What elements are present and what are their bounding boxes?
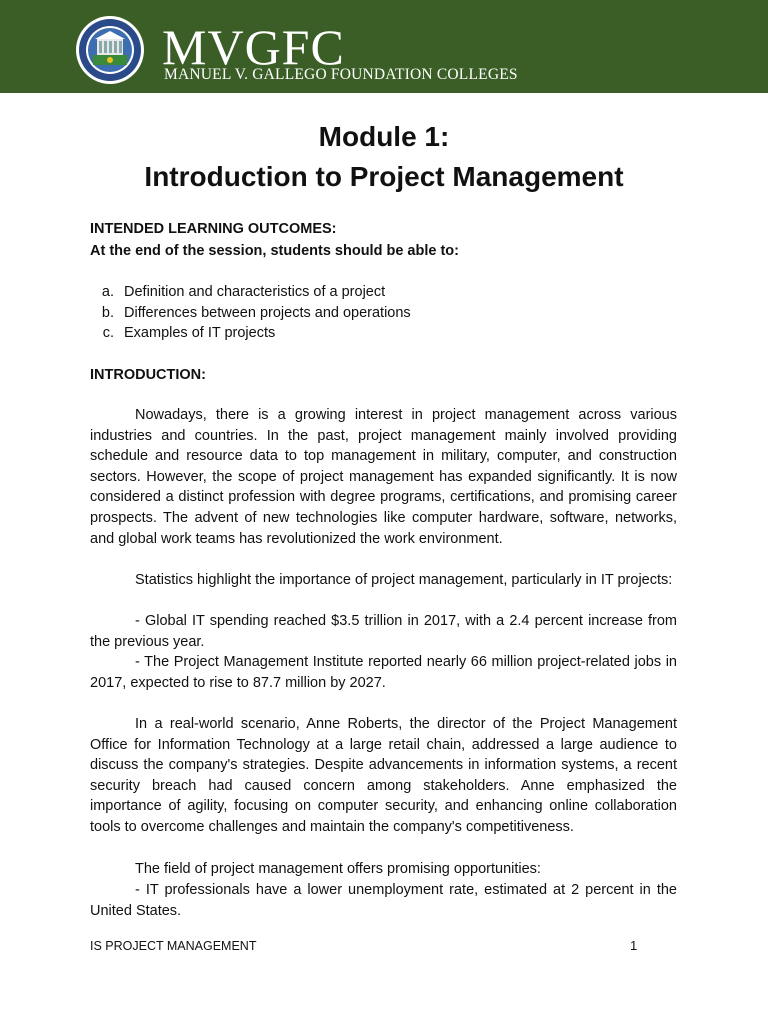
list-item (90, 282, 411, 303)
college-name: MANUEL V. GALLEGO FOUNDATION COLLEGES (164, 66, 518, 83)
module-title: Module 1: (318, 121, 450, 152)
statistic-item-1: - Global IT spending reached $3.5 trillion in 2017, with a 2.4 percent increase from the previous year. (90, 613, 677, 650)
list-marker: a. (101, 284, 114, 300)
statistic-item-2: - The Project Management Institute reported nearly 66 million project-related jobs in 2017, expected to rise to 87.7 million by 2027. (90, 654, 677, 691)
intro-paragraph-1: Nowadays, there is a growing interest in project management across various industries and countries. In the past, project management mainly involved providing schedule and resource data to top management in military, computer, and construction sectors. However, the scope of project management has expanded significantly. It is now considered a distinct profession with degree programs, certifications, and promising career prospects. The advent of new technologies like computer hardware, software, networks, and global work teams has revolutionized the work environment. (90, 407, 677, 547)
page-number: 1 (630, 938, 638, 953)
footer-course: IS PROJECT MANAGEMENT (90, 939, 257, 953)
list-item-text: Differences between projects and operations (124, 304, 411, 321)
module-subtitle: Introduction to Project Management (144, 161, 624, 192)
list-marker: c. (102, 325, 114, 342)
outcomes-list (90, 282, 411, 344)
opportunity-item-1: - IT professionals have a lower unemployment rate, estimated at 2 percent in the United States. (90, 882, 677, 919)
introduction-heading: INTRODUCTION: (90, 367, 206, 383)
intro-paragraph-2: Statistics highlight the importance of project management, particularly in IT projects: (135, 572, 673, 588)
header-banner (0, 0, 768, 93)
list-item-text: Examples of IT projects (124, 325, 276, 342)
outcomes-heading: INTENDED LEARNING OUTCOMES: (90, 221, 337, 237)
college-acronym: MVGFC (162, 19, 345, 75)
college-seal-icon (75, 15, 145, 85)
list-marker: b. (101, 304, 114, 321)
outcomes-subheading: At the end of the session, students should be able to: (90, 243, 459, 259)
list-item (90, 323, 411, 344)
list-item (90, 303, 411, 324)
intro-paragraph-4: The field of project management offers promising opportunities: (135, 861, 541, 877)
intro-paragraph-3: In a real-world scenario, Anne Roberts, the director of the Project Management Office for Information Technology at a large retail chain, addressed a large audience to discuss the company's strategies. Despite advancements in information systems, a recent security breach had caused concern among stakeholders. Anne emphasized the importance of agility, focusing on computer security, and enhancing online collaboration tools to overcome challenges and maintain the company's competitiveness. (90, 716, 677, 835)
list-item-text: Definition and characteristics of a project (124, 284, 386, 300)
